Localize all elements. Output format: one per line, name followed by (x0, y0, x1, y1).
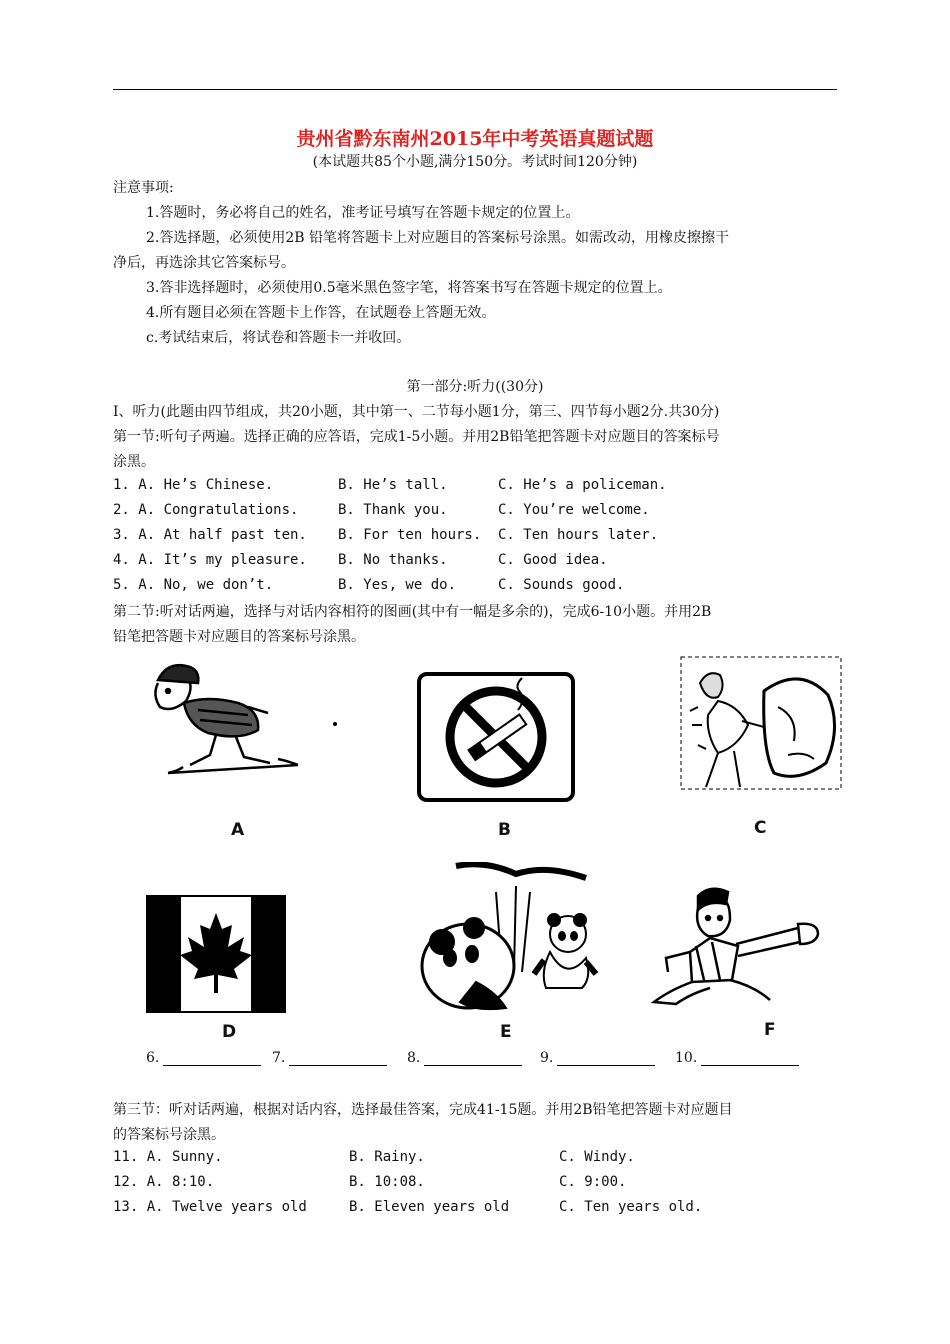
q3-option-b: B. For ten hours. (338, 527, 482, 543)
q1-option-c: C. He’s a policeman. (498, 477, 667, 493)
q2-option-a: 2. A. Congratulations. (113, 502, 299, 518)
q5-option-b: B. Yes, we do. (338, 577, 457, 593)
q2-option-c: C. You’re welcome. (498, 502, 650, 518)
section1-instructions-cont: 涂黑。 (113, 454, 155, 470)
q12-option-c: C. 9:00. (559, 1174, 627, 1190)
notes-heading: 注意事项: (113, 180, 174, 196)
q2-option-b: B. Thank you. (338, 502, 448, 518)
q1-option-b: B. He’s tall. (338, 477, 448, 493)
q11-option-a: 11. A. Sunny. (113, 1149, 223, 1165)
picture-e-pandas (416, 862, 606, 1020)
q5-option-c: C. Sounds good. (498, 577, 625, 593)
q11-option-b: B. Rainy. (349, 1149, 425, 1165)
q4-option-b: B. No thanks. (338, 552, 448, 568)
q12-option-b: B. 10:08. (349, 1174, 425, 1190)
q5-option-a: 5. A. No, we don’t. (113, 577, 274, 593)
q12-option-a: 12. A. 8:10. (113, 1174, 215, 1190)
stray-dot (333, 722, 337, 726)
picture-b-label: B (498, 820, 511, 840)
q13-option-c: C. Ten years old. (559, 1199, 703, 1215)
part1-heading: 第一部分:听力((30分) (406, 379, 544, 395)
note-item-2b: 净后，再选涂其它答案标号。 (113, 255, 295, 271)
picture-e-label: E (500, 1022, 512, 1042)
note-item-1: 1.答题时，务必将自己的姓名，准考证号填写在答题卡规定的位置上。 (146, 205, 580, 221)
picture-c-label: C (754, 818, 767, 838)
picture-b-no-smoking (414, 670, 578, 804)
answer-blank-9[interactable]: 9. (540, 1050, 655, 1066)
answer-blank-7[interactable]: 7. (272, 1050, 387, 1066)
section3-instructions: 第三节：听对话两遍，根据对话内容，选择最佳答案，完成41-15题。并用2B铅笔把答题卡对应题目 (113, 1102, 733, 1118)
answer-blank-6[interactable]: 6. (146, 1050, 261, 1066)
picture-a-skier (128, 655, 303, 780)
section1-instructions: 第一节:听句子两遍。选择正确的应答语，完成1-5小题。并用2B铅笔把答题卡对应题目的答案标号 (113, 429, 720, 445)
section2-instructions-cont: 铅笔把答题卡对应题目的答案标号涂黑。 (113, 629, 365, 645)
note-item-2a: 2.答选择题，必须使用2B 铅笔将答题卡上对应题目的答案标号涂黑。如需改动，用橡皮擦擦干 (146, 230, 730, 246)
q13-option-a: 13. A. Twelve years old (113, 1199, 307, 1215)
page-title: 贵州省黔东南州2015年中考英语真题试题 (296, 128, 654, 150)
picture-d-canada-flag (146, 895, 286, 1013)
picture-f-exercising-boy (650, 882, 828, 1007)
q13-option-b: B. Eleven years old (349, 1199, 510, 1215)
answer-blank-10[interactable]: 10. (675, 1050, 799, 1066)
q11-option-c: C. Windy. (559, 1149, 635, 1165)
answer-blank-8[interactable]: 8. (407, 1050, 522, 1066)
q3-option-a: 3. A. At half past ten. (113, 527, 307, 543)
q1-option-a: 1. A. He’s Chinese. (113, 477, 274, 493)
q4-option-a: 4. A. It’s my pleasure. (113, 552, 307, 568)
header-rule (113, 89, 837, 90)
section3-instructions-cont: 的答案标号涂黑。 (113, 1127, 225, 1143)
picture-d-label: D (222, 1022, 237, 1042)
q3-option-c: C. Ten hours later. (498, 527, 659, 543)
page-subtitle: (本试题共85个小题,满分150分。考试时间120分钟) (312, 154, 638, 170)
q4-option-c: C. Good idea. (498, 552, 608, 568)
picture-a-label: A (231, 820, 245, 840)
picture-c-umbrella-wind (678, 655, 846, 793)
part1-intro: I、听力(此题由四节组成，共20小题，其中第一、二节每小题1分，第三、四节每小题2分.共30分) (113, 404, 720, 420)
note-item-5: c.考试结束后，将试卷和答题卡一并收回。 (146, 330, 411, 346)
note-item-3: 3.答非选择题时，必须使用0.5毫米黑色签字笔，将答案书写在答题卡规定的位置上。 (146, 280, 672, 296)
note-item-4: 4.所有题目必须在答题卡上作答，在试题卷上答题无效。 (146, 305, 496, 321)
section2-instructions: 第二节:听对话两遍，选择与对话内容相符的图画(其中有一幅是多余的)，完成6-10小题。并用2B (113, 604, 712, 620)
picture-f-label: F (764, 1020, 776, 1040)
